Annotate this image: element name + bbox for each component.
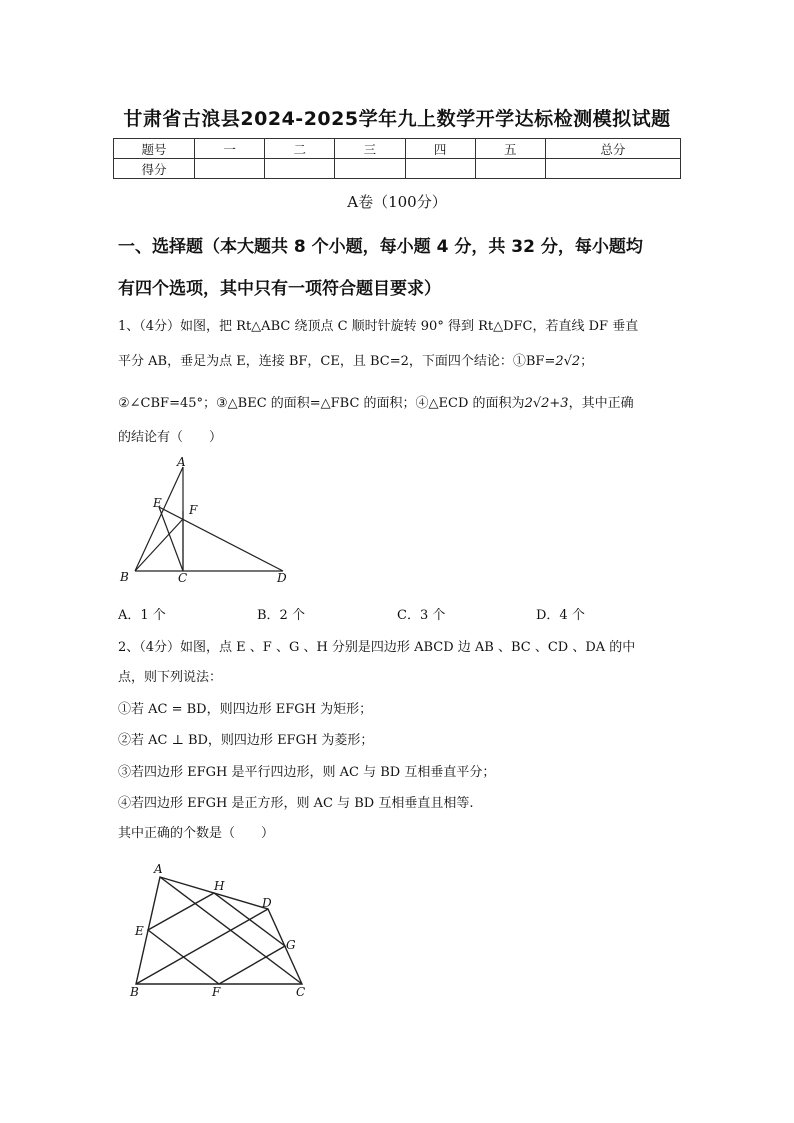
q1-label-c: C: [178, 571, 188, 585]
q1-choice-b[interactable]: B．2 个: [257, 608, 305, 623]
q2-line1: 2、（4分）如图，点 E 、F 、G 、H 分别是四边形 ABCD 边 AB 、BC 、CD 、DA 的中: [118, 640, 636, 655]
q1-choice-c[interactable]: C．3 个: [397, 608, 446, 623]
q2-statement-2: ②若 AC ⊥ BD，则四边形 EFGH 为菱形；: [118, 733, 374, 748]
q2-label-b: B: [130, 985, 139, 999]
q2-quadrilateral-abcd: [136, 877, 302, 984]
score-table-header-row: [114, 139, 681, 159]
part1-heading-line2: 有四个选项，其中只有一项符合题目要求）: [118, 279, 441, 299]
score-header-cell: 四: [405, 139, 475, 159]
q1-label-b: B: [120, 570, 129, 584]
q1-line4: 的结论有（ ）: [118, 430, 223, 445]
q1-segment-df: [159, 507, 283, 571]
q1-line2-end: ；: [580, 354, 594, 369]
score-entry-cell[interactable]: [335, 159, 405, 179]
score-table-score-row: [114, 159, 681, 179]
score-table: [113, 138, 681, 179]
q2-line2: 点，则下列说法：: [118, 670, 223, 685]
q1-label-a: A: [177, 455, 186, 469]
q1-label-e: E: [153, 496, 162, 510]
q1-choice-a[interactable]: A．1 个: [118, 608, 166, 623]
q2-question: 其中正确的个数是（ ）: [118, 826, 275, 841]
q1-segment-ab: [135, 467, 183, 571]
section-a-heading: A卷（100分）: [347, 193, 447, 211]
q1-ecd-value: 2√2+3: [524, 396, 569, 411]
q1-choice-d[interactable]: D．4 个: [536, 608, 585, 623]
q2-statement-3: ③若四边形 EFGH 是平行四边形，则 AC 与 BD 互相垂直平分；: [118, 765, 496, 780]
q1-segment-ce: [159, 507, 183, 571]
q2-diagonal-bd: [136, 909, 268, 984]
q1-bf-value: 2√2: [555, 354, 581, 369]
score-header-cell: 五: [475, 139, 545, 159]
q1-line3: [118, 392, 698, 411]
q2-figure: [120, 855, 320, 1005]
score-entry-cell[interactable]: [475, 159, 545, 179]
q1-label-f: F: [189, 503, 198, 517]
score-header-cell: 三: [335, 139, 405, 159]
score-header-cell: 二: [265, 139, 335, 159]
score-header-cell: 一: [195, 139, 265, 159]
q1-line3-text: ②∠CBF=45°；③△BEC 的面积=△FBC 的面积；④△ECD 的面积为: [118, 396, 525, 411]
q2-label-h: H: [214, 879, 225, 893]
score-entry-cell[interactable]: [195, 159, 265, 179]
score-entry-cell[interactable]: [405, 159, 475, 179]
q2-label-a: A: [154, 862, 163, 876]
q1-label-d: D: [277, 571, 287, 585]
score-entry-cell[interactable]: [265, 159, 335, 179]
score-row-label: 得分: [114, 159, 195, 179]
score-header-cell: 题号: [114, 139, 195, 159]
score-header-cell: 总分: [545, 139, 680, 159]
q2-label-c: C: [296, 985, 306, 999]
q2-label-e: E: [135, 924, 144, 938]
score-entry-cell[interactable]: [545, 159, 680, 179]
q1-figure: [115, 455, 305, 585]
q2-statement-1: ①若 AC = BD，则四边形 EFGH 为矩形；: [118, 702, 373, 717]
exam-title: 甘肃省古浪县2024-2025学年九上数学开学达标检测模拟试题: [123, 108, 671, 130]
q2-label-g: G: [286, 938, 296, 952]
q1-line1: 1、（4分）如图，把 Rt△ABC 绕顶点 C 顺时针旋转 90° 得到 Rt△DFC，若直线 DF 垂直: [118, 319, 639, 334]
q2-label-f: F: [212, 985, 221, 999]
q2-label-d: D: [262, 896, 272, 910]
q1-line3-end: ，其中正确: [568, 396, 634, 411]
q1-line2-text: 平分 AB，垂足为点 E，连接 BF，CE，且 BC=2，下面四个结论：①BF=: [118, 354, 556, 369]
part1-heading-line1: 一、选择题（本大题共 8 个小题，每小题 4 分，共 32 分，每小题均: [118, 237, 643, 257]
q2-statement-4: ④若四边形 EFGH 是正方形，则 AC 与 BD 互相垂直且相等.: [118, 796, 474, 811]
q1-line2: [118, 350, 698, 369]
q1-segment-bf: [135, 519, 183, 571]
